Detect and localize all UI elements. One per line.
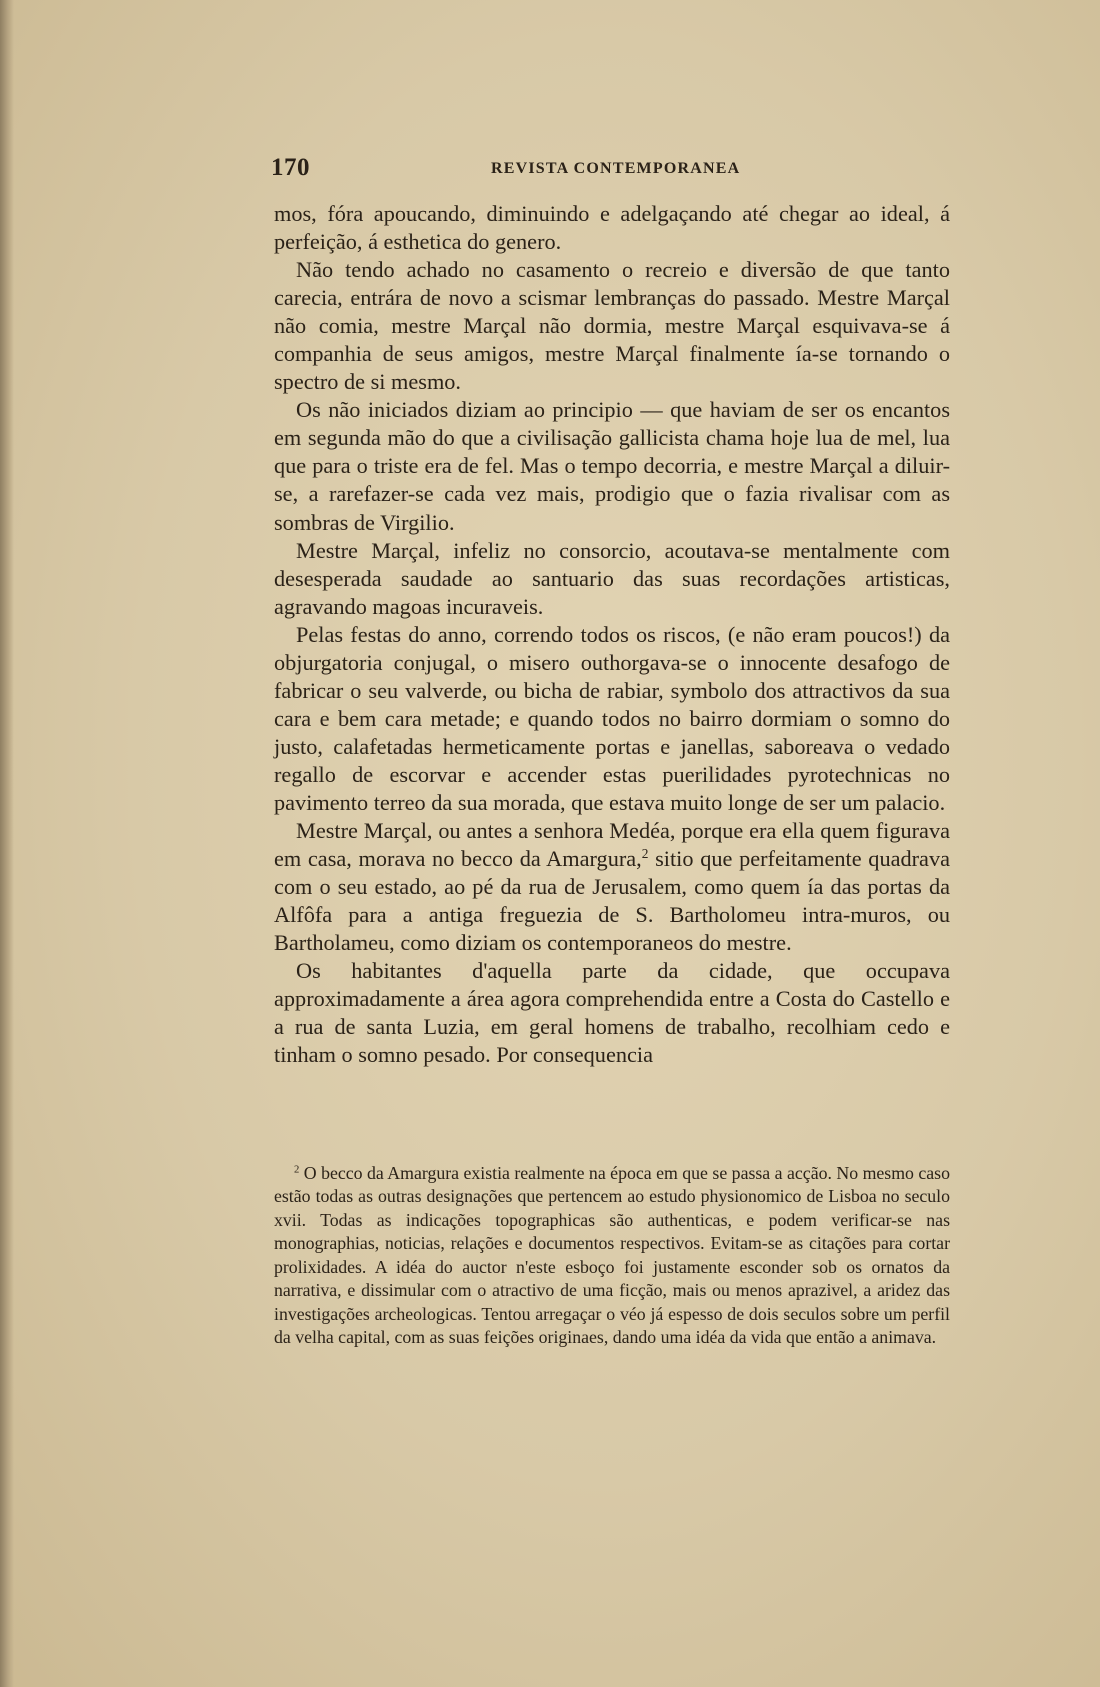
paragraph: Pelas festas do anno, correndo todos os riscos, (e não eram poucos!) da objurgatoria conjugal, o misero outhorgava-se o innocente desafogo de fabricar o seu valverde, ou bicha de rabiar, symbolo dos attractivos da sua cara e bem cara metade; e quando todos no bairro dormiam o somno do justo, calafetadas hermeticamente portas e janellas, saboreava o vedado regallo de escorvar e accender estas puerilidades pyrotechnicas no pavimento terreo da sua morada, que estava muito longe de ser um palacio. [274,621,950,815]
footnotes [274,1162,950,1350]
footnote-marker: 2 [294,1163,300,1176]
page-binding-edge [0,0,14,1687]
paragraph-text: sitio que perfeitamente quadrava com o seu estado, ao pé da rua de Jerusalem, como quem ía das portas da Alfôfa para a antiga freguezia de S. Bartholomeu intra-muros, ou Bartholameu, como diziam os contemporaneos do mestre. [274,846,951,956]
paragraph: Os habitantes d'aquella parte da cidade, que occupava approximadamente a área agora comprehendida entre a Costa do Castello e a rua de santa Luzia, em geral homens de trabalho, recolhiam cedo e tinham o somno pesado. Por consequencia [274,958,950,1068]
paragraph [274,817,950,957]
footnote-text: O becco da Amargura existia realmente na época em que se passa a acção. No mesmo caso estão todas as outras designações que pertencem ao estudo physionomico de Lisboa no seculo xvii. Todas as indicações topographicas são authenticas, e podem verificar-se nas monographias, noticias, relações e documentos respectivos. Evitam-se as citações para cortar prolixidades. A idéa do auctor n'este esboço foi justamente esconder sob os ornatos da narrativa, e dissimular com o atractivo de uma ficção, mais ou menos aprazivel, a aridez das investigações archeologicas. Tentou arregaçar o véo já espesso de dois seculos sobre um perfil da velha capital, com as suas feições originaes, dando uma idéa da vida que então a animava. [274,1163,950,1348]
paragraph: Mestre Marçal, infeliz no consorcio, acoutava-se mentalmente com desesperada saudade ao santuario das suas recordações artisticas, agravando magoas incuraveis. [274,537,950,619]
journal-title: REVISTA CONTEMPORANEA [491,160,741,177]
footnote [274,1162,950,1350]
paragraph-continued: mos, fóra apoucando, diminuindo e adelgaçando até chegar ao ideal, á perfeição, á esthetica do genero. [274,201,950,255]
body-text [274,200,950,1069]
running-head [271,154,949,184]
paragraph-text: Mestre Marçal, ou antes a senhora Medéa, porque era ella quem figurava em casa, morava no becco da Amargura, [274,818,950,872]
paragraph: Os não iniciados diziam ao principio — que haviam de ser os encantos em segunda mão do que a civilisação gallicista chama hoje lua de mel, lua que para o triste era de fel. Mas o tempo decorria, e mestre Marçal a diluir-se, a rarefazer-se cada vez mais, prodigio que o fazia rivalisar com as sombras de Virgilio. [274,397,950,535]
footnote-reference: 2 [641,846,649,862]
paragraph: Não tendo achado no casamento o recreio e diversão de que tanto carecia, entrára de novo a scismar lembranças do passado. Mestre Marçal não comia, mestre Marçal não dormia, mestre Marçal esquivava-se á companhia de seus amigos, mestre Marçal finalmente ía-se tornando o spectro de si mesmo. [274,257,950,395]
page-number: 170 [271,154,310,181]
